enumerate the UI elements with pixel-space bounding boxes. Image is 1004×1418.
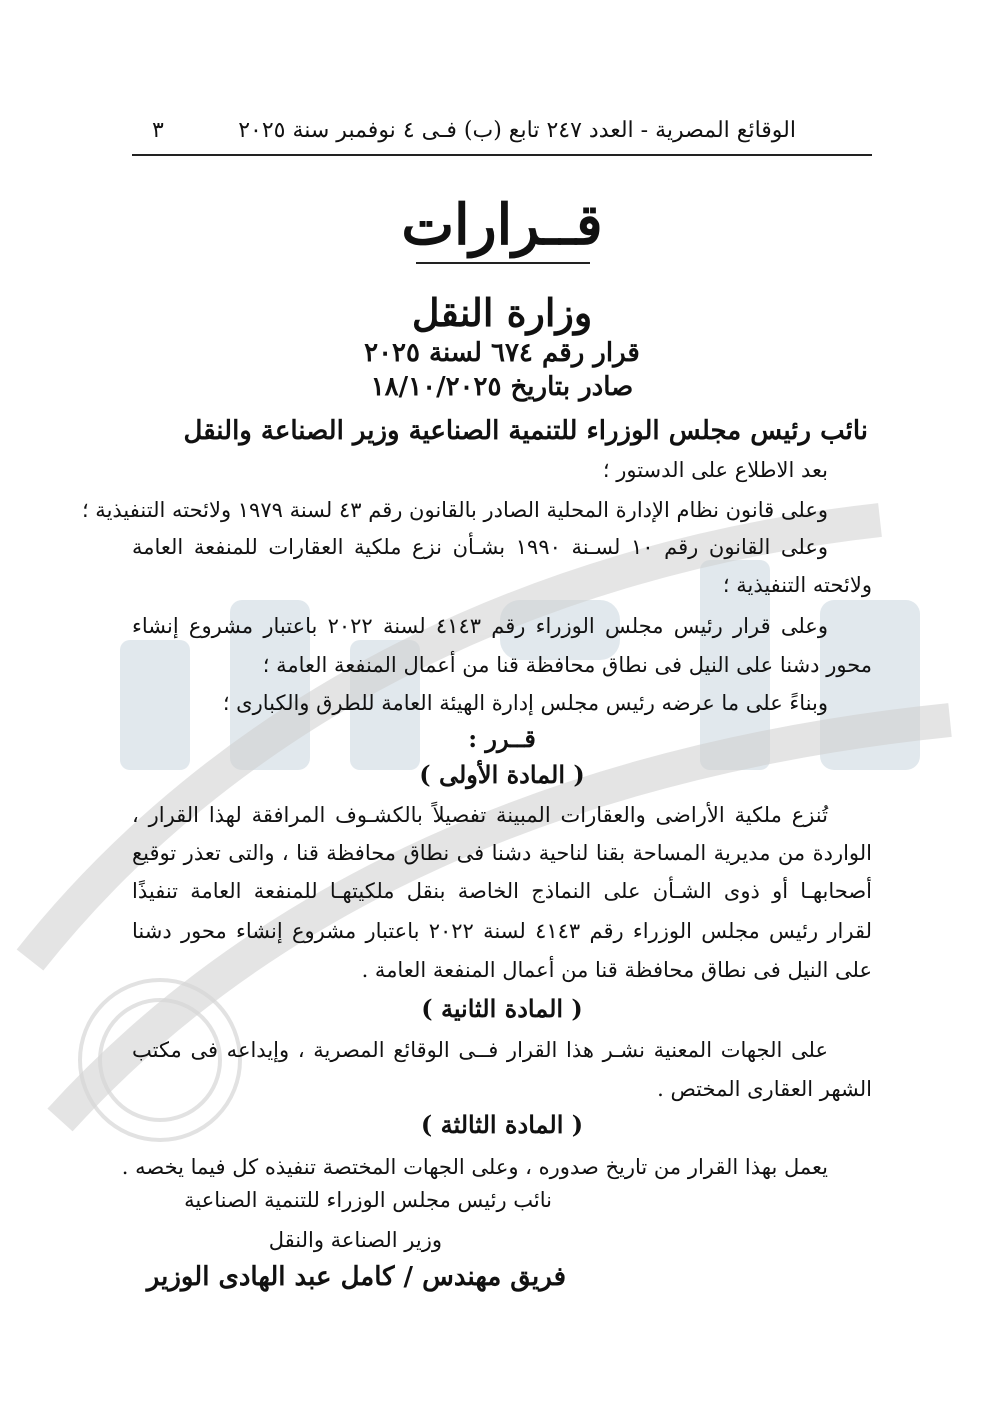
article-1-line: الواردة من مديرية المساحة بقنا لناحية دشنا فى نطاق محافظة قنا ، والتى تعذر توقيع (132, 841, 872, 865)
article-1-line: لقرار رئيس مجلس الوزراء رقم ٤١٤٣ لسنة ٢٠٢٢ باعتبار مشروع إنشاء محور دشنا (132, 919, 872, 943)
article-1-heading: ( المادة الأولى ) (419, 760, 585, 789)
article-2-heading: ( المادة الثانية ) (421, 994, 583, 1023)
preamble-line: وبناءً على ما عرضه رئيس مجلس إدارة الهيئة العامة للطرق والكبارى ؛ (222, 691, 828, 715)
article-1-line: أصحابهـا أو ذوى الشـأن على النماذج الخاصة بنقل ملكيتهـا للمنفعة العامة تنفيذًا (132, 879, 872, 903)
signatory-name: فريق مهندس / كامل عبد الهادى الوزير (146, 1262, 566, 1292)
article-1-line: تُنزع ملكية الأراضى والعقارات المبينة تفصيلاً بالكشـوف المرافقة لهذا القرار ، (132, 803, 828, 827)
article-1-line: على النيل فى نطاق محافظة قنا من أعمال المنفعة العامة . (361, 958, 872, 982)
ministry-name: وزارة النقل (411, 290, 593, 335)
page-header (132, 112, 872, 156)
preamble-line: بعد الاطلاع على الدستور ؛ (602, 458, 828, 482)
preamble-line: ولائحته التنفيذية ؛ (722, 573, 872, 597)
title-divider (416, 262, 590, 264)
article-2-line: الشهر العقارى المختص . (657, 1077, 872, 1101)
signatory-title-line-1: نائب رئيس مجلس الوزراء للتنمية الصناعية (184, 1188, 552, 1212)
decree-date: صادر بتاريخ ١٨/١٠/٢٠٢٥ (370, 372, 634, 402)
decree-number: قرار رقم ٦٧٤ لسنة ٢٠٢٥ (364, 338, 640, 368)
page-title: قــرارات (401, 192, 603, 258)
preamble-line: وعلى قرار رئيس مجلس الوزراء رقم ٤١٤٣ لسنة ٢٠٢٢ باعتبار مشروع إنشاء (132, 614, 828, 638)
preamble-line: وعلى قانون نظام الإدارة المحلية الصادر بالقانون رقم ٤٣ لسنة ١٩٧٩ ولائحته التنفيذية ؛ (81, 498, 828, 522)
article-3-line: يعمل بهذا القرار من تاريخ صدوره ، وعلى الجهات المختصة تنفيذه كل فيما يخصه . (121, 1155, 828, 1179)
issue-line: الوقائع المصرية - العدد ٢٤٧ تابع (ب) فـى ٤ نوفمبر سنة ٢٠٢٥ (238, 118, 796, 143)
decided-heading: قــرر : (468, 724, 536, 753)
article-2-line: على الجهات المعنية نشـر هذا القرار فــى الوقائع المصرية ، وإيداعه فى مكتب (132, 1038, 828, 1062)
issuer-title: نائب رئيس مجلس الوزراء للتنمية الصناعية وزير الصناعة والنقل (183, 416, 868, 446)
article-3-heading: ( المادة الثالثة ) (420, 1110, 584, 1139)
page-number: ٣ (152, 118, 164, 143)
preamble-line: وعلى القانون رقم ١٠ لسـنة ١٩٩٠ بشـأن نزع ملكية العقارات للمنفعة العامة (132, 535, 829, 559)
preamble-line: محور دشنا على النيل فى نطاق محافظة قنا من أعمال المنفعة العامة ؛ (262, 653, 872, 677)
signatory-title-line-2: وزير الصناعة والنقل (268, 1228, 442, 1252)
